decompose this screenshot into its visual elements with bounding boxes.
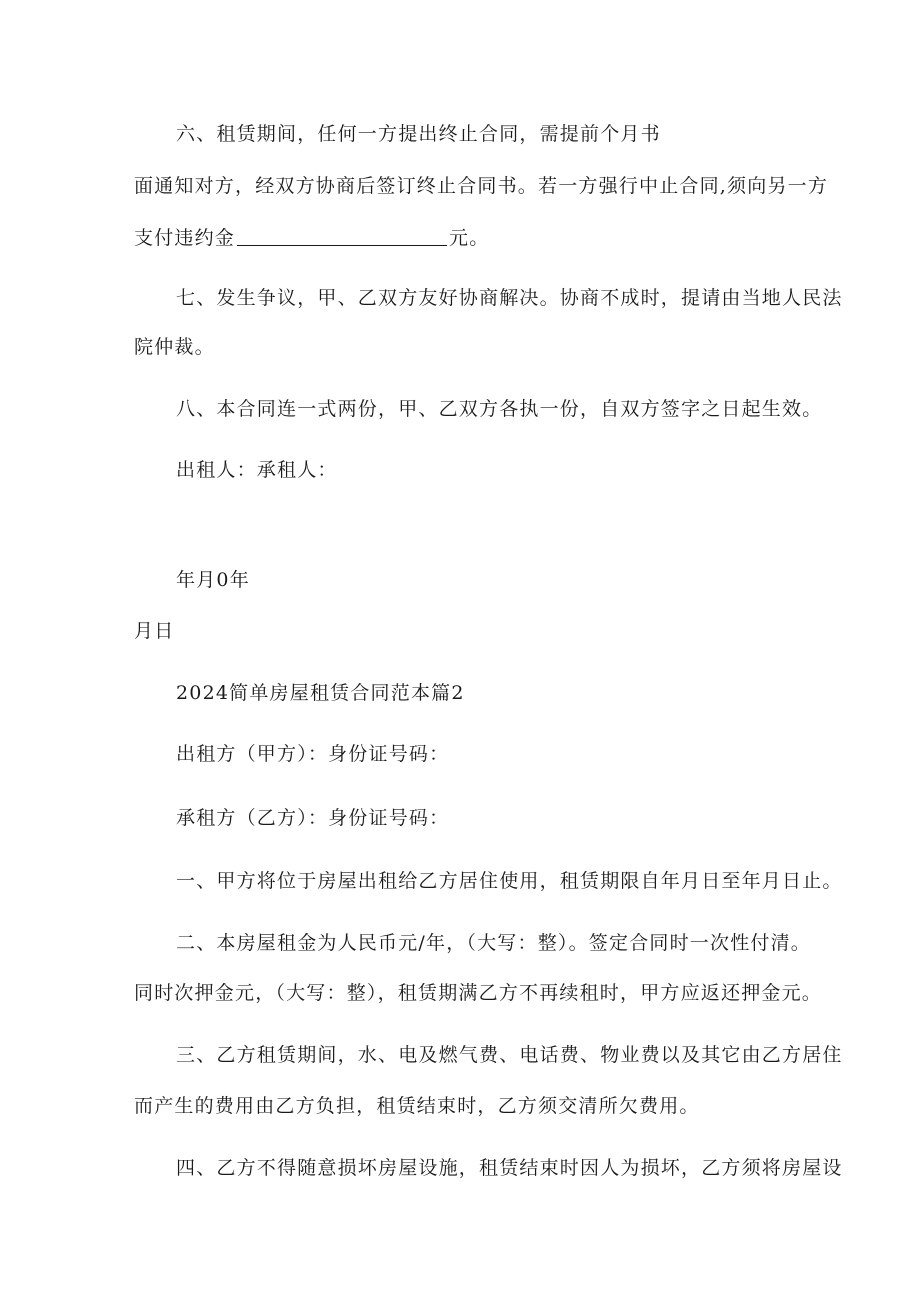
penalty-amount-blank xyxy=(237,227,447,246)
signature-date-line-2: 月日 xyxy=(134,620,175,642)
clause-6-line-1: 六、租赁期间，任何一方提出终止合同，需提前个月书 xyxy=(176,123,661,145)
signature-date-line-1: 年月0年 xyxy=(176,569,250,591)
penalty-label: 支付违约金 xyxy=(134,227,236,249)
lessor-line: 出租方（甲方）：身份证号码： xyxy=(176,743,450,765)
clause-1: 一、甲方将位于房屋出租给乙方居住使用，租赁期限自年月日至年月日止。 xyxy=(176,870,843,892)
clause-7-line-1: 七、发生争议，甲、乙双方友好协商解决。协商不成时，提请由当地人民法 xyxy=(176,287,843,309)
clause-2-line-1: 二、本房屋租金为人民币元/年，（大写：整）。签定合同时一次性付清。 xyxy=(176,932,812,954)
clause-6-line-3 xyxy=(134,226,489,250)
clause-7-line-2: 院仲裁。 xyxy=(134,336,215,358)
clause-4-line-1: 四、乙方不得随意损坏房屋设施，租赁结束时因人为损坏，乙方须将房屋设 xyxy=(176,1157,843,1179)
clause-3-line-2: 而产生的费用由乙方负担，租赁结束时，乙方须交清所欠费用。 xyxy=(134,1095,700,1117)
clause-6-line-2: 面通知对方，经双方协商后签订终止合同书。若一方强行中止合同,须向另一方 xyxy=(134,175,829,197)
section-title: 2024简单房屋租赁合同范本篇2 xyxy=(176,682,465,704)
clause-3-line-1: 三、乙方租赁期间，水、电及燃气费、电话费、物业费以及其它由乙方居住 xyxy=(176,1044,843,1066)
lessee-line: 承租方（乙方）：身份证号码： xyxy=(176,807,450,829)
clause-8: 八、本合同连一式两份，甲、乙双方各执一份，自双方签字之日起生效。 xyxy=(176,398,823,420)
signature-parties: 出租人：承租人： xyxy=(176,459,338,481)
penalty-unit: 元。 xyxy=(449,227,490,249)
clause-2-line-2: 同时次押金元，（大写：整），租赁期满乙方不再续租时，甲方应返还押金元。 xyxy=(134,982,823,1004)
